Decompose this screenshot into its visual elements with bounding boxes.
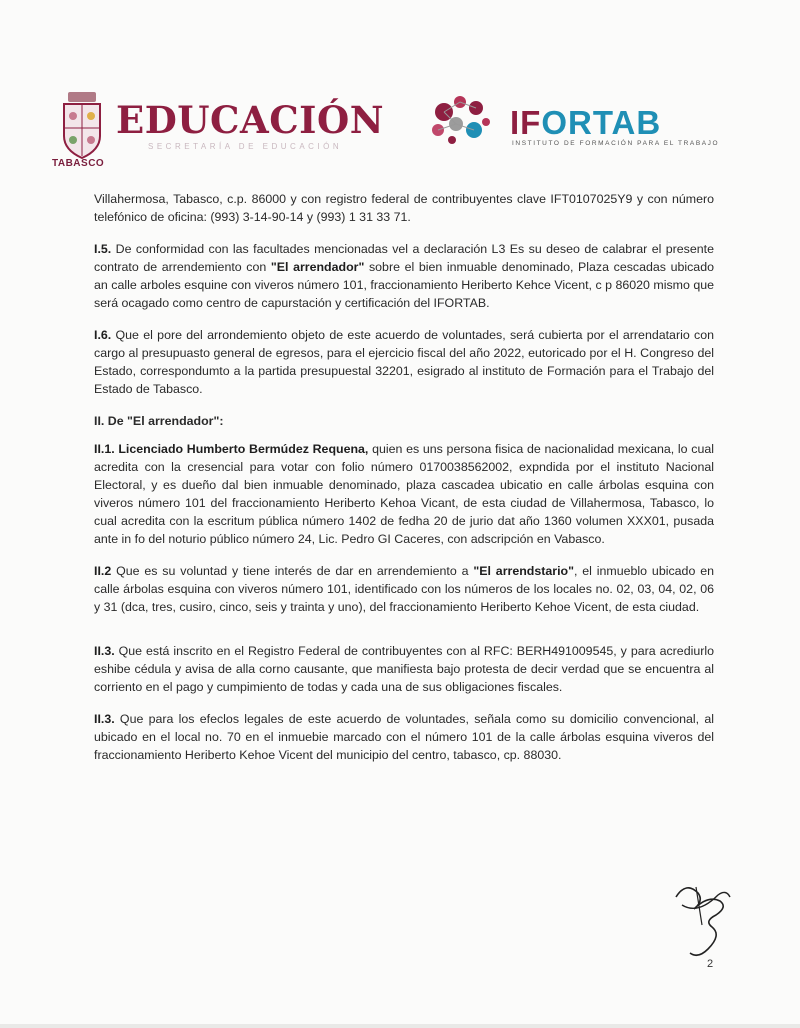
paragraph-ii1: II.1. Licenciado Humberto Bermúdez Requena, quien es uns persona fisica de nacionalidad mexicana, lo cual acredita con la cresencial para votar con folio número 0170038562002, expndida por el instituto Nacional Electoral, y es dueño dal bien inmuable denominado, plaza cascadea ubicatio en calle árbolas esquina con viveros número 101 del fraccionamiento Heriberto Kehoa Vicant, de esta ciudad de Villahermosa, Tabasco, lo cual acredita con la escritum pública número 1402 de fedha 20 de jurio dat año 1360 volumen XXX01, pusada ante in fo del noturio público número 24, Lic. Pedro GI Caceres, con adscripción en Vabasco. <box>94 442 714 546</box>
paragraph-i6: I.6. Que el pore del arrondemiento objeto de este acuerdo de voluntades, será cubierta por el arrendatario con cargo al presupuasto general de egresos, para el ejercicio fiscal del año 2022, eutoricado por el H. Congreso del Estado, correspondumto a la partida presupuestal 32201, esigrado al instituto de Formación para el Trabajo del Estado de Tabasco. <box>94 328 714 396</box>
page-number: 2 <box>707 958 714 970</box>
ifortab-logo-text: IFORTAB <box>510 104 662 141</box>
tabasco-label: TABASCO <box>52 158 105 169</box>
paragraph-ii2: II.2 Que es su voluntad y tiene interés de dar en arrendemiento a "El arrendstario", el inmueblo ubicado en calle árbolas esquina con viveros número 101, identificado con los números de los locales no. 02, 03, 04, 02, 06 y 31 (dca, tres, cusiro, cinco, seis y trainta y uno), del fraccionamiento Heriberto Kehoe Vicent, de esta ciudad. <box>94 564 714 614</box>
paragraph-i5: I.5. De conformidad con las facultades mencionadas vel a declaración L3 Es su deseo de calabrar el presente contrato de arrendemiento con "El arrendador" sobre el bien inmuable denominado, Plaza cescadas ubicado an calle arboles esquine con viveros número 101, fraccionamiento Heriberto Kehce Vicent, c p 86020 mismo que será ocagado como centro de capurstación y certificación del IFORTAB. <box>94 242 714 310</box>
educacion-logo-text: EDUCACIÓN <box>116 98 385 142</box>
tabasco-coat-of-arms-icon <box>58 88 106 168</box>
educacion-subtitle: SECRETARÍA DE EDUCACIÓN <box>148 142 343 151</box>
contract-body <box>94 190 714 778</box>
handwritten-signature <box>668 875 738 965</box>
section-heading-arrendador: II. De "El arrendador": <box>94 414 224 428</box>
ifortab-logo-icon <box>426 92 496 148</box>
ifortab-subtitle: INSTITUTO DE FORMACIÓN PARA EL TRABAJO <box>512 140 720 147</box>
paragraph-ii3-domicilio: II.3. Que para los efeclos legales de este acuerdo de voluntades, señala como su domicilio convencional, al ubicado en el local no. 70 en el inmuebie marcado con el número 101 de la calle árbolas esquina viveros del fraccionamiento Heriberto Kehoe Vicent del municipio del centro, tabasco, cp. 88030. <box>94 712 714 762</box>
paragraph-address: Villahermosa, Tabasco, c.p. 86000 y con registro federal de contribuyentes clave IFT0107025Y9 y con número telefónico de oficina: (993) 3-14-90-14 y (993) 1 31 33 71. <box>94 192 714 224</box>
page-bottom-edge <box>0 1024 800 1028</box>
paragraph-ii3-rfc: II.3. Que está inscrito en el Registro Federal de contribuyentes con al RFC: BERH491009545, y para acrediurlo eshibe cédula y avisa de alla corno causante, que manifiesta bajo protesta de decir verdad que se encuentra al corriento en el pago y cumpimiento de todas y cada una de sus obligaciones fiscales. <box>94 644 714 694</box>
letterhead <box>0 0 800 180</box>
